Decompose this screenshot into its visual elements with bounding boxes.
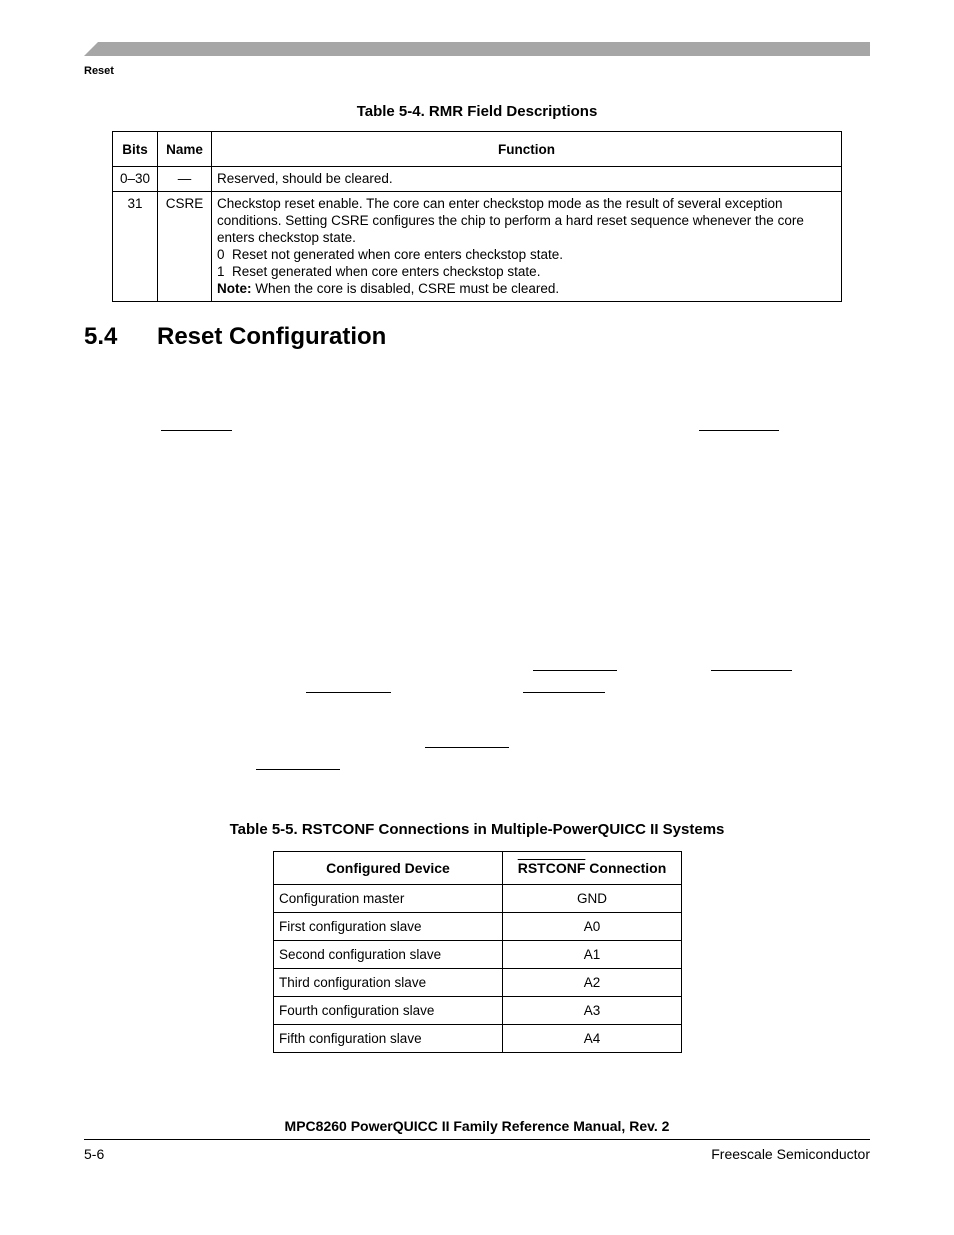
bits-cell: 31 <box>113 192 158 302</box>
column-header <box>503 852 682 885</box>
table-5-5-caption: Table 5-5. RSTCONF Connections in Multiple-PowerQUICC II Systems <box>229 821 725 838</box>
running-head: Reset <box>84 65 114 77</box>
table-row <box>113 192 842 302</box>
rmr-field-table <box>112 131 842 302</box>
device-cell: Fifth configuration slave <box>274 1025 503 1053</box>
function-cell <box>212 192 842 302</box>
overbar-mark <box>425 747 509 748</box>
function-line: 0 Reset not generated when core enters checkstop state. <box>217 247 563 262</box>
rstconf-signal: RSTCONF <box>517 860 586 876</box>
publisher: Freescale Semiconductor <box>711 1146 870 1162</box>
column-header: Bits <box>113 132 158 167</box>
overbar-mark <box>711 670 792 671</box>
section-heading <box>84 323 386 351</box>
device-cell: First configuration slave <box>274 913 503 941</box>
function-line: Reserved, should be cleared. <box>217 171 393 186</box>
name-cell: CSRE <box>158 192 212 302</box>
column-header-suffix: Connection <box>585 860 667 876</box>
function-line: conditions. Setting CSRE configures the chip to perform a hard reset sequence whenever the core <box>217 213 804 228</box>
table-row <box>274 913 682 941</box>
table-5-4-caption: Table 5-4. RMR Field Descriptions <box>356 103 598 120</box>
connection-cell: A4 <box>503 1025 682 1053</box>
connection-cell: A1 <box>503 941 682 969</box>
table-row <box>274 941 682 969</box>
section-title: Reset Configuration <box>157 323 387 350</box>
function-cell <box>212 167 842 192</box>
overbar-mark <box>161 430 232 431</box>
table-row <box>274 997 682 1025</box>
overbar-mark <box>699 430 779 431</box>
device-cell: Configuration master <box>274 885 503 913</box>
footer-title: MPC8260 PowerQUICC II Family Reference Manual, Rev. 2 <box>284 1118 670 1134</box>
device-cell: Second configuration slave <box>274 941 503 969</box>
note-line <box>217 280 836 297</box>
column-header: Function <box>212 132 842 167</box>
name-cell: — <box>158 167 212 192</box>
device-cell: Fourth configuration slave <box>274 997 503 1025</box>
connection-cell: A3 <box>503 997 682 1025</box>
overbar-mark <box>533 670 617 671</box>
column-header: Name <box>158 132 212 167</box>
bits-cell: 0–30 <box>113 167 158 192</box>
connection-cell: A0 <box>503 913 682 941</box>
table-row <box>113 167 842 192</box>
table-row <box>274 885 682 913</box>
rstconf-table <box>273 851 682 1053</box>
section-number: 5.4 <box>84 323 118 350</box>
column-header: Configured Device <box>274 852 503 885</box>
device-cell: Third configuration slave <box>274 969 503 997</box>
function-line: enters checkstop state. <box>217 230 356 245</box>
table-header-row <box>113 132 842 167</box>
table-row <box>274 1025 682 1053</box>
table-header-row <box>274 852 682 885</box>
header-bar <box>84 42 870 56</box>
footer-rule <box>84 1139 870 1140</box>
connection-cell: A2 <box>503 969 682 997</box>
table-row <box>274 969 682 997</box>
overbar-mark <box>523 692 605 693</box>
function-line: 1 Reset generated when core enters checkstop state. <box>217 264 541 279</box>
connection-cell: GND <box>503 885 682 913</box>
page-number: 5-6 <box>84 1146 105 1162</box>
note-text: When the core is disabled, CSRE must be cleared. <box>251 281 560 296</box>
overbar-mark <box>256 769 340 770</box>
note-label: Note: <box>217 281 252 296</box>
overbar-mark <box>306 692 391 693</box>
function-line: Checkstop reset enable. The core can enter checkstop mode as the result of several exception <box>217 196 783 211</box>
